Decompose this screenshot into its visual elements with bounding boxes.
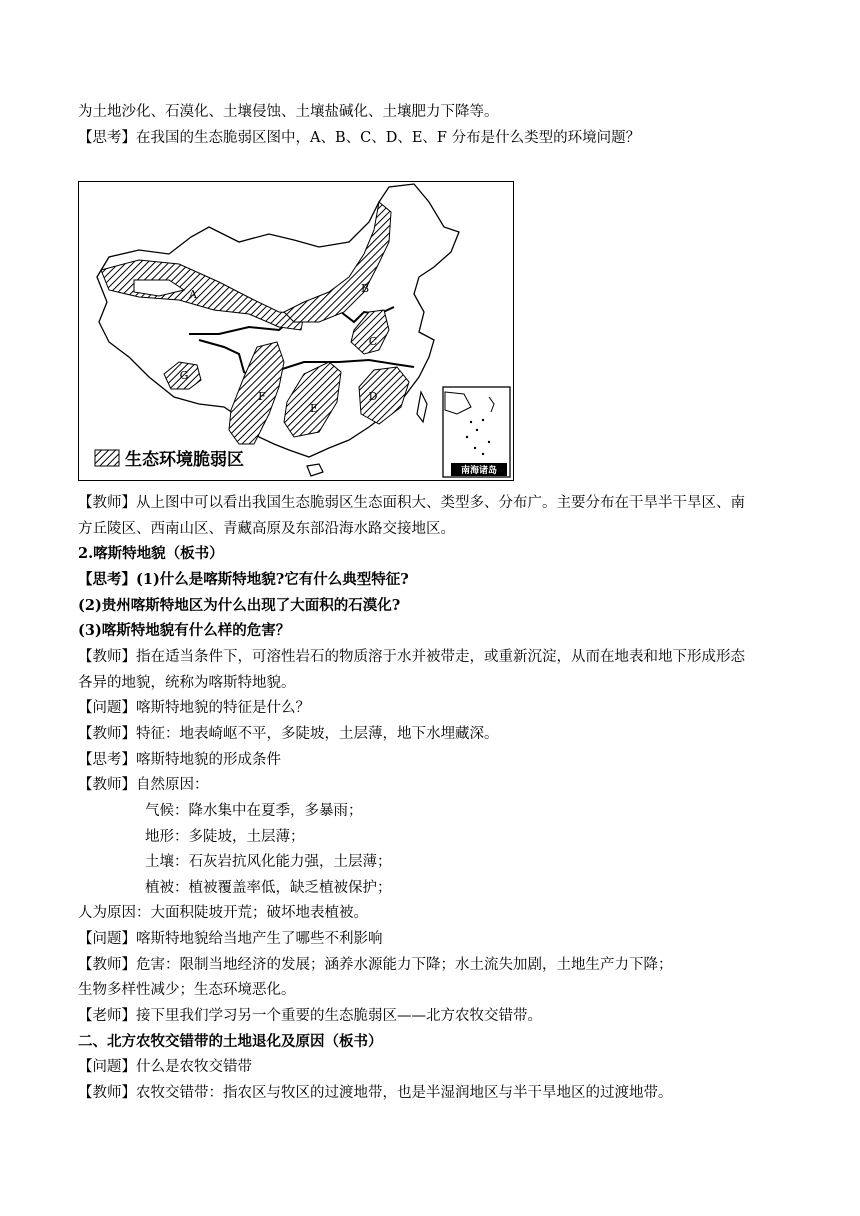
text-line: 植被：植被覆盖率低，缺乏植被保护； — [145, 880, 392, 896]
text-line: 【教师】从上图中可以看出我国生态脆弱区生态面积大、类型多、分布广。主要分布在干旱半干旱区、南 — [78, 495, 745, 511]
region-label: A — [189, 288, 197, 301]
section-heading: 2.喀斯特地貌（板书） — [78, 545, 224, 562]
region-label: G — [179, 369, 189, 382]
text-line: 【思考】喀斯特地貌的形成条件 — [78, 752, 281, 768]
inset-label: 南海诸岛 — [460, 466, 498, 476]
text-line: 地形：多陡坡，土层薄； — [145, 829, 305, 845]
text-line: 人为原因：大面积陡坡开荒；破坏地表植被。 — [78, 905, 368, 921]
region-label: B — [360, 282, 370, 295]
region-label: C — [368, 335, 378, 348]
taiwan-island — [417, 392, 427, 422]
legend-label: 生态环境脆弱区 — [125, 450, 244, 470]
region-label: D — [368, 390, 378, 403]
text-line: 【思考】(1)什么是喀斯特地貌?它有什么典型特征? — [78, 571, 409, 588]
text-line: 【思考】在我国的生态脆弱区图中，A、B、C、D、E、F 分布是什么类型的环境问题？ — [78, 130, 641, 146]
text-line: 生物多样性减少；生态环境恶化。 — [78, 982, 296, 998]
text-line: (3)喀斯特地貌有什么样的危害？ — [78, 622, 291, 639]
legend-swatch — [95, 450, 119, 466]
text-line: 方丘陵区、西南山区、青藏高原及东部沿海水路交接地区。 — [78, 521, 455, 537]
text-line: 【老师】接下里我们学习另一个重要的生态脆弱区——北方农牧交错带。 — [78, 1008, 542, 1024]
south-sea-inset — [443, 387, 510, 477]
text-line: 【教师】农牧交错带：指农区与牧区的过渡地带，也是半湿润地区与半干旱地区的过渡地带。 — [78, 1085, 673, 1101]
hainan-island — [307, 464, 323, 476]
text-line: 【教师】特征：地表崎岖不平，多陡坡，土层薄，地下水埋藏深。 — [78, 726, 499, 742]
eco-fragile-map — [78, 181, 514, 481]
text-line: (2)贵州喀斯特地区为什么出现了大面积的石漠化? — [78, 597, 401, 614]
section-heading: 二、北方农牧交错带的土地退化及原因（板书） — [78, 1033, 383, 1050]
region-label: F — [258, 390, 266, 403]
text-line: 【问题】什么是农牧交错带 — [78, 1059, 252, 1075]
region-label: E — [309, 402, 319, 415]
text-line: 【问题】喀斯特地貌的特征是什么？ — [78, 700, 310, 716]
text-line: 气候：降水集中在夏季，多暴雨； — [145, 803, 363, 819]
text-line: 为土地沙化、石漠化、土壤侵蚀、土壤盐碱化、土壤肥力下降等。 — [78, 104, 499, 120]
text-line: 【教师】指在适当条件下，可溶性岩石的物质溶于水并被带走，或重新沉淀，从而在地表和地下形成形态 — [78, 649, 745, 665]
text-line: 【教师】自然原因： — [78, 777, 209, 793]
text-line: 土壤：石灰岩抗风化能力强，土层薄； — [145, 854, 392, 870]
text-line: 【问题】喀斯特地貌给当地产生了哪些不利影响 — [78, 931, 383, 947]
text-line: 【教师】危害：限制当地经济的发展；涵养水源能力下降；水土流失加剧，土地生产力下降； — [78, 957, 673, 973]
china-map-figure — [79, 182, 512, 479]
text-line: 各异的地貌，统称为喀斯特地貌。 — [78, 675, 296, 691]
